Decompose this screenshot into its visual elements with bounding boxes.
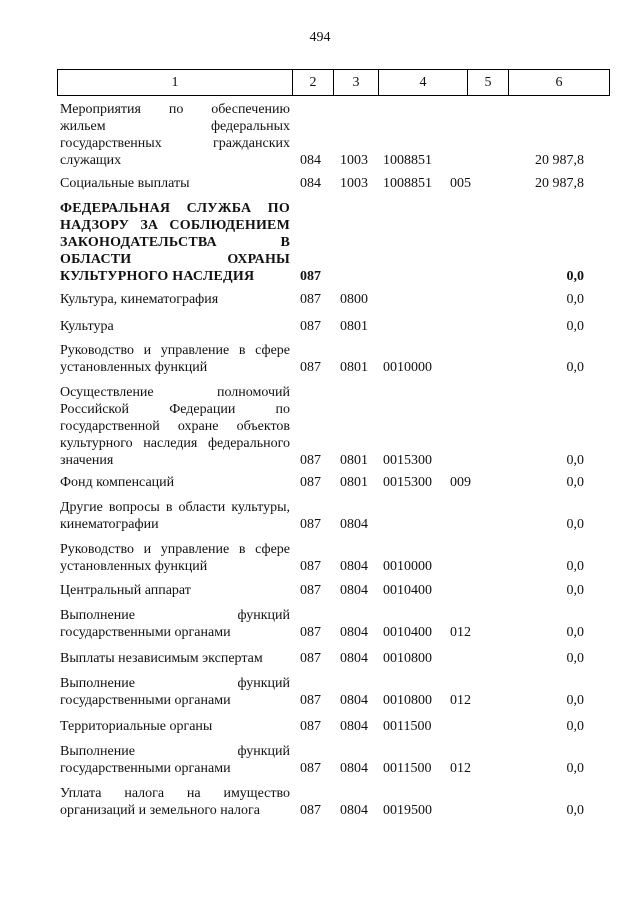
row-cell-c2: 087 <box>300 475 321 490</box>
column-header-5: 5 <box>468 70 509 96</box>
row-cell-c3: 0801 <box>340 453 368 468</box>
row-description: Другие вопросы в области культуры, кинематографии <box>60 500 290 532</box>
row-cell-c2: 087 <box>300 319 321 334</box>
row-description: Центральный аппарат <box>60 583 191 598</box>
row-cell-c4: 0010400 <box>383 625 432 640</box>
row-cell-c6: 20 987,8 <box>535 153 584 168</box>
row-description: Осуществление полномочий Российской Федерации по государственной охране объектов культурного наследия федерального значения <box>60 385 290 468</box>
row-cell-c5: 012 <box>450 625 471 640</box>
row-cell-c6: 0,0 <box>566 360 584 375</box>
row-cell-c3: 0804 <box>340 719 368 734</box>
row-cell-c2: 087 <box>300 693 321 708</box>
row-cell-c2: 087 <box>300 453 321 468</box>
row-cell-c6: 0,0 <box>566 761 584 776</box>
row-description: Выполнение функций государственными органами <box>60 744 290 776</box>
row-cell-c4: 0010000 <box>383 559 432 574</box>
column-header-4: 4 <box>379 70 468 96</box>
row-description: Уплата налога на имущество организаций и земельного налога <box>60 786 290 818</box>
row-cell-c2: 087 <box>300 625 321 640</box>
row-description: Выплаты независимым экспертам <box>60 651 263 666</box>
row-cell-c6: 0,0 <box>566 803 584 818</box>
row-cell-c2: 087 <box>300 360 321 375</box>
row-description: ФЕДЕРАЛЬНАЯ СЛУЖБА ПО НАДЗОРУ ЗА СОБЛЮДЕНИЕМ ЗАКОНОДАТЕЛЬСТВА В ОБЛАСТИ ОХРАНЫ КУЛЬТУРНОГО НАСЛЕДИЯ <box>60 201 290 284</box>
row-description: Руководство и управление в сфере установленных функций <box>60 343 290 375</box>
row-description: Культура <box>60 319 114 334</box>
row-cell-c2: 087 <box>300 517 321 532</box>
row-cell-c3: 1003 <box>340 176 368 191</box>
row-cell-c2: 087 <box>300 583 321 598</box>
row-cell-c6: 0,0 <box>566 583 584 598</box>
row-cell-c2: 087 <box>300 269 321 284</box>
row-cell-c6: 0,0 <box>566 693 584 708</box>
column-header-1: 1 <box>58 70 293 96</box>
row-cell-c3: 0804 <box>340 625 368 640</box>
row-cell-c4: 0011500 <box>383 761 432 776</box>
row-description: Мероприятия по обеспечению жильем федеральных государственных гражданских служащих <box>60 102 290 168</box>
row-description: Фонд компенсаций <box>60 475 175 490</box>
column-header-6: 6 <box>509 70 610 96</box>
row-cell-c6: 0,0 <box>566 292 584 307</box>
row-cell-c2: 087 <box>300 761 321 776</box>
row-cell-c3: 0804 <box>340 761 368 776</box>
row-description: Выполнение функций государственными органами <box>60 608 290 640</box>
row-cell-c6: 0,0 <box>566 559 584 574</box>
row-cell-c5: 012 <box>450 761 471 776</box>
row-cell-c2: 087 <box>300 559 321 574</box>
row-cell-c3: 0804 <box>340 517 368 532</box>
row-cell-c6: 0,0 <box>566 319 584 334</box>
row-cell-c4: 0011500 <box>383 719 432 734</box>
row-cell-c3: 0801 <box>340 475 368 490</box>
row-cell-c4: 0015300 <box>383 475 432 490</box>
row-cell-c3: 0804 <box>340 693 368 708</box>
row-cell-c4: 0010400 <box>383 583 432 598</box>
row-cell-c3: 1003 <box>340 153 368 168</box>
row-cell-c3: 0804 <box>340 559 368 574</box>
row-cell-c6: 0,0 <box>566 625 584 640</box>
row-cell-c2: 087 <box>300 803 321 818</box>
column-header-3: 3 <box>334 70 379 96</box>
row-cell-c6: 0,0 <box>566 651 584 666</box>
row-cell-c4: 1008851 <box>383 153 432 168</box>
row-cell-c2: 087 <box>300 719 321 734</box>
row-cell-c4: 1008851 <box>383 176 432 191</box>
row-cell-c6: 0,0 <box>566 475 584 490</box>
row-cell-c4: 0015300 <box>383 453 432 468</box>
row-cell-c5: 009 <box>450 475 471 490</box>
row-description: Социальные выплаты <box>60 176 190 191</box>
row-cell-c3: 0804 <box>340 583 368 598</box>
row-description: Территориальные органы <box>60 719 213 734</box>
row-cell-c3: 0801 <box>340 319 368 334</box>
row-cell-c6: 0,0 <box>566 269 584 284</box>
row-description: Культура, кинематография <box>60 292 219 307</box>
page-number: 494 <box>309 30 331 45</box>
row-cell-c2: 087 <box>300 292 321 307</box>
row-cell-c2: 087 <box>300 651 321 666</box>
row-cell-c4: 0019500 <box>383 803 432 818</box>
row-cell-c6: 0,0 <box>566 517 584 532</box>
row-cell-c6: 20 987,8 <box>535 176 584 191</box>
row-cell-c4: 0010000 <box>383 360 432 375</box>
row-cell-c3: 0804 <box>340 651 368 666</box>
row-cell-c5: 005 <box>450 176 471 191</box>
column-header-2: 2 <box>293 70 334 96</box>
row-description: Руководство и управление в сфере установленных функций <box>60 542 290 574</box>
row-cell-c4: 0010800 <box>383 651 432 666</box>
row-cell-c2: 084 <box>300 153 321 168</box>
row-cell-c3: 0804 <box>340 803 368 818</box>
row-description: Выполнение функций государственными органами <box>60 676 290 708</box>
row-cell-c6: 0,0 <box>566 453 584 468</box>
row-cell-c4: 0010800 <box>383 693 432 708</box>
row-cell-c2: 084 <box>300 176 321 191</box>
row-cell-c3: 0800 <box>340 292 368 307</box>
row-cell-c5: 012 <box>450 693 471 708</box>
row-cell-c3: 0801 <box>340 360 368 375</box>
row-cell-c6: 0,0 <box>566 719 584 734</box>
